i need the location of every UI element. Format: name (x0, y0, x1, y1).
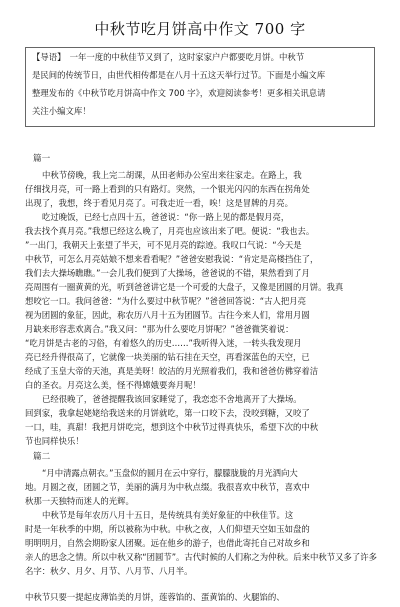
paragraph-line: 已经很晚了，爸爸提醒我该回家睡觉了，我恋恋不舍地离开了大操场。 (42, 394, 302, 404)
paragraph-line: 明明明月，自然会期盼家人团聚。远在他乡的游子，也借此寄托自己对故乡和 (25, 538, 310, 548)
paragraph-line: 亲人的思念之情。所以中秋又称“团圆节”。古代时候的人们称之为仲秋。后来中秋节又多了许多 (25, 552, 377, 562)
paragraph-line: 中秋节是每年农历八月十五日，是传统具有美好象征的中秋佳节。这 (42, 510, 294, 520)
paragraph-line: 名字：秋夕、月夕、月节、八月节、八月半。 (25, 566, 193, 576)
paragraph-line: 中秋节，可怎么月亮姑娘不想来看看呢？”爸爸安慰我说：“肯定是高楼挡住了， (25, 254, 319, 264)
paragraph-line: 地。月圆之夜，团圆之节，美丽的满月为中秋点缀。我很喜欢中秋节，喜欢中 (25, 482, 310, 492)
paragraph-line: “吃月饼是古老的习俗，有着悠久的历史……”我听得入迷，一转头我发现月 (25, 338, 302, 348)
section-heading: 篇一 (33, 154, 51, 164)
paragraph-line: 吃过晚饭，已经七点四十五，爸爸说：“你一路上见的都是假月亮， (42, 212, 290, 222)
paragraph-line: ”一出门，我朝天上张望了半天，可不见月亮的踪迹。我叹口气说：“今天是 (25, 240, 302, 250)
paragraph-line: 亮周围有一圈黄黄的光，听到爸爸讲它是一个可爱的大盘子，又像是团圆的月饼。我真 (25, 282, 344, 292)
paragraph-line: 亮已经升得很高了，它就像一块美丽的钻石挂在天空，再看深蓝色的天空，已 (25, 352, 310, 362)
paragraph-line: “月中清露点朝衣。”玉盘似的圆月在云中穿行，朦朦胧胧的月光洒向大 (42, 468, 298, 478)
paragraph-line: 时是一年秋季的中期，所以被称为中秋。中秋之夜，人们仰望天空如玉如盘的 (25, 524, 310, 534)
document-title: 中秋节吃月饼高中作文 700 字 (94, 20, 306, 38)
intro-line: 关注小编文库！ (32, 106, 91, 116)
paragraph-line: 一口，哇，真甜！我把月饼吃完，想到这个中秋节过得真快乐，希望下次的中秋 (25, 422, 319, 432)
paragraph-line: 仔细找月亮，可一路上看到的只有路灯。突然，一个银光闪闪的东西在拐角处 (25, 184, 310, 194)
intro-line: 整理发布的《中秋节吃月饼高中作文 700 字》，欢迎阅读参考！更多相关讯息请 (32, 88, 326, 98)
paragraph-line: 经成了玉皇大帝的天池，真是美呀！皎洁的月光照着我们，我和爸爸仿佛穿着洁 (25, 366, 319, 376)
paragraph-line: 我去找个真月亮。”我想已经这么晚了，月亮也应该出来了吧。便说：“我也去。 (25, 226, 315, 236)
last-visible-line: 中秋节只要一提起皮薄馅美的月饼，莲蓉馅的、蛋黄馅的、火腿馅的、 (25, 592, 285, 602)
paragraph-line: 中秋节傍晚，我上完二胡课，从田老师办公室出来往家走。在路上，我 (42, 170, 302, 180)
intro-box (25, 47, 375, 127)
paragraph-line: 白的圣衣。月亮这么美，怪不得嫦娥要奔月呢！ (25, 380, 201, 390)
paragraph-line: 出现了，我想，终于看见月亮了。可我走近一看，唉！这是冒牌的月亮。 (25, 198, 293, 208)
intro-line: 是民间的传统节日，由世代相传都是在八月十五这天举行过节。下面是小编文库 (32, 70, 326, 80)
paragraph-line: 我们去大操场瞧瞧。”一会儿我们便到了大操场，爸爸说的不错，果然看到了月 (25, 268, 310, 278)
intro-line: 【导语】 一年一度的中秋佳节又到了，这时家家户户都要吃月饼。中秋节 (32, 52, 305, 62)
paragraph-line: 秋那一天独特而迷人的光辉。 (25, 496, 134, 506)
paragraph-line: 想咬它一口。我问爸爸：“为什么要过中秋节呢？”爸爸回答说：“古人把月亮 (25, 296, 307, 306)
section-heading: 篇二 (33, 452, 51, 462)
paragraph-line: 节也同样快乐！ (25, 436, 84, 446)
paragraph-line: 视为团圆的象征，因此，称农历八月十五为团圆节。古往今来人们，常用月圆 (25, 310, 310, 320)
paragraph-line: 回到家，我拿起姥姥给我送来的月饼就吃，第一口咬下去，没咬到糖，又咬了 (25, 408, 310, 418)
paragraph-line: 月缺来形容悲欢离合。”我又问：“那为什么要吃月饼呢？”爸爸微笑着说： (25, 324, 294, 334)
